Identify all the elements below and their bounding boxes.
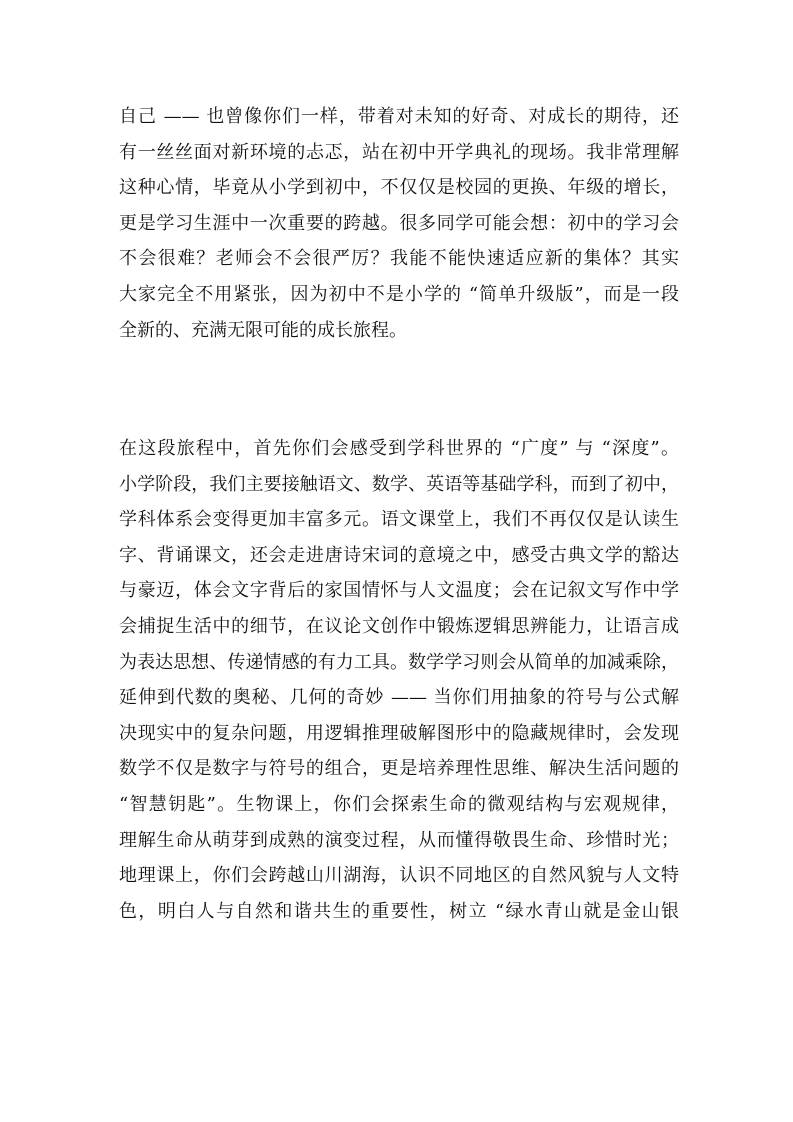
text-line: 不会很难？老师会不会很严厉？我能不能快速适应新的集体？其实 xyxy=(119,248,679,270)
text-line: 有一丝丝面对新环境的忐忑，站在初中开学典礼的现场。我非常理解 xyxy=(119,141,679,163)
text-line: 地理课上，你们会跨越山川湖海，认识不同地区的自然风貌与人文特 xyxy=(119,865,679,887)
text-line: 与豪迈，体会文字背后的家国情怀与人文温度；会在记叙文写作中学 xyxy=(119,580,679,602)
text-line: 在这段旅程中，首先你们会感受到学科世界的 “广度” 与 “深度”。 xyxy=(119,438,679,459)
text-line: 会捕捉生活中的细节，在议论文创作中锻炼逻辑思辨能力，让语言成 xyxy=(119,615,679,637)
text-line: 数学不仅是数字与符号的组合，更是培养理性思维、解决生活问题的 xyxy=(119,758,679,780)
text-line: 自己 —— 也曾像你们一样，带着对未知的好奇、对成长的期待，还 xyxy=(119,106,679,127)
text-line: “智慧钥匙”。生物课上，你们会探索生命的微观结构与宏观规律， xyxy=(119,793,679,815)
text-line: 决现实中的复杂问题，用逻辑推理破解图形中的隐藏规律时，会发现 xyxy=(119,722,679,744)
text-line: 小学阶段，我们主要接触语文、数学、英语等基础学科，而到了初中， xyxy=(119,473,679,495)
text-line: 学科体系会变得更加丰富多元。语文课堂上，我们不再仅仅是认读生 xyxy=(119,509,679,531)
text-line: 为表达思想、传递情感的有力工具。数学学习则会从简单的加减乘除， xyxy=(119,651,679,673)
text-line: 大家完全不用紧张，因为初中不是小学的 “简单升级版”，而是一段 xyxy=(119,283,679,305)
text-line: 这种心情，毕竟从小学到初中，不仅仅是校园的更换、年级的增长， xyxy=(119,177,679,199)
text-line: 更是学习生涯中一次重要的跨越。很多同学可能会想：初中的学习会 xyxy=(119,212,679,234)
paragraph-subjects xyxy=(119,431,679,929)
text-line: 延伸到代数的奥秘、几何的奇妙 —— 当你们用抽象的符号与公式解 xyxy=(119,687,679,709)
text-line: 理解生命从萌芽到成熟的演变过程，从而懂得敬畏生命、珍惜时光； xyxy=(119,829,679,851)
text-line: 色，明白人与自然和谐共生的重要性，树立 “绿水青山就是金山银 xyxy=(119,900,679,922)
text-line: 字、背诵课文，还会走进唐诗宋词的意境之中，感受古典文学的豁达 xyxy=(119,544,679,566)
text-line: 全新的、充满无限可能的成长旅程。 xyxy=(119,319,407,341)
paragraph-opening xyxy=(119,99,679,348)
